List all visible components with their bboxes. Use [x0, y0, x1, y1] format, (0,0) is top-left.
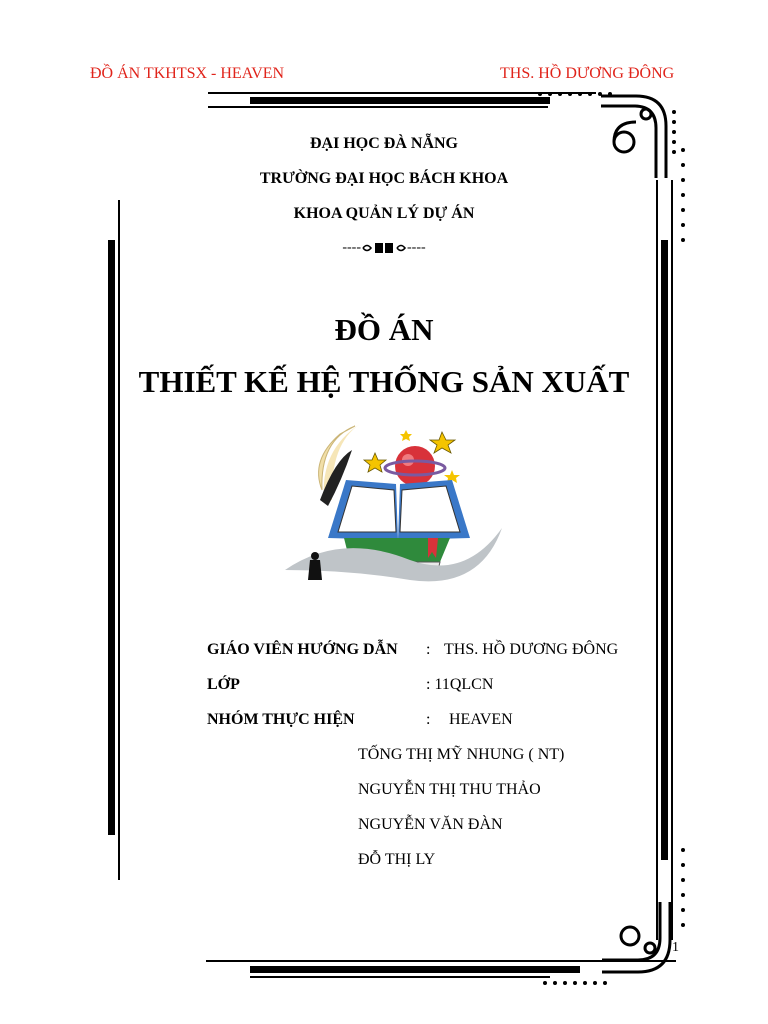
class-label: LỚP — [207, 676, 240, 693]
education-book-icon — [280, 420, 505, 590]
ornament-divider: ---- ---- — [342, 240, 426, 255]
border-dots-bottom — [535, 976, 635, 990]
member-name-3: NGUYỄN VĂN ĐÀN — [358, 816, 503, 833]
page-number: 1 — [672, 940, 679, 955]
header-left-text: ĐỒ ÁN TKHTSX - HEAVEN — [90, 65, 285, 82]
title-line-2: THIẾT KẾ HỆ THỐNG SẢN XUẤT — [138, 364, 630, 399]
title-line-1: ĐỒ ÁN — [334, 312, 434, 347]
group-label: NHÓM THỰC HIỆN — [207, 711, 355, 728]
advisor-separator: : — [426, 641, 431, 658]
class-value: : 11QLCN — [426, 676, 494, 693]
member-name-2: NGUYỄN THỊ THU THẢO — [358, 781, 541, 798]
advisor-value: THS. HỒ DƯƠNG ĐÔNG — [444, 641, 619, 658]
university-name: ĐẠI HỌC ĐÀ NẴNG — [310, 135, 458, 152]
group-value: HEAVEN — [449, 711, 513, 728]
advisor-label: GIÁO VIÊN HƯỚNG DẪN — [207, 641, 398, 658]
book-divider-icon — [361, 241, 407, 255]
group-separator: : — [426, 711, 431, 728]
school-name: TRƯỜNG ĐẠI HỌC BÁCH KHOA — [259, 170, 509, 187]
member-name-4: ĐỖ THỊ LY — [358, 851, 436, 868]
faculty-name: KHOA QUẢN LÝ DỰ ÁN — [293, 205, 475, 222]
header-right-text: THS. HỒ DƯƠNG ĐÔNG — [500, 65, 675, 82]
member-name-1: TỐNG THỊ MỸ NHUNG ( NT) — [358, 746, 565, 763]
